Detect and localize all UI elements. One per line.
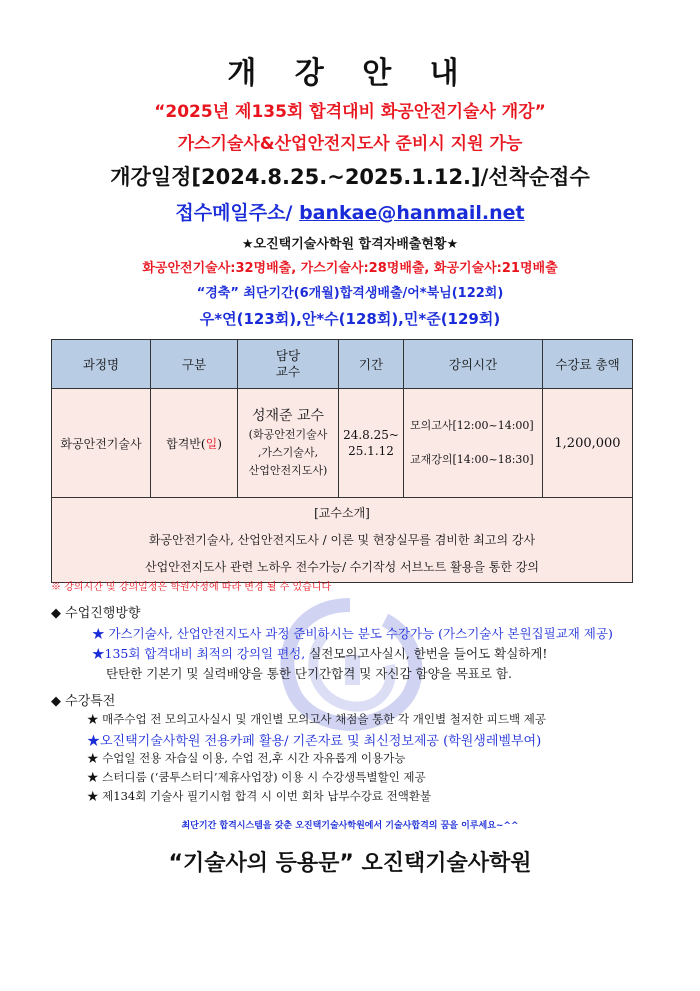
lecture-time-cell <box>404 389 543 498</box>
email-line <box>0 198 700 225</box>
benefit-item-5: ★ 제134회 기술사 필기시험 합격 시 이번 회차 납부수강료 전액환불 <box>87 789 432 803</box>
professor-intro <box>52 498 633 583</box>
table-header-row <box>52 340 633 389</box>
course-type <box>151 389 238 498</box>
support-line: 가스기술사&산업안전지도사 준비시 지원 가능 <box>177 134 523 154</box>
lecture-time-1: 모의고사[12:00~14:00] <box>410 419 534 432</box>
footer-slogan: “기술사의 등용문” 오진택기술사학원 <box>168 851 532 876</box>
section-title-benefits: ◆ 수강특전 <box>51 694 116 709</box>
schedule-line: 개강일정[2024.8.25.~2025.1.12.]/선착순접수 <box>110 165 590 189</box>
benefit-item-1: ★ 매주수업 전 모의고사실시 및 개인별 모의고사 채점을 통한 각 개인별 철저한 피드백 제공 <box>87 712 546 726</box>
direction-item-2a: ★135회 합격대비 최적의 강의일 편성, <box>92 646 306 661</box>
professor-detail-3: 산업안전지도사) <box>248 463 328 477</box>
course-announcement: “2025년 제135회 합격대비 화공안전기술사 개강” <box>154 102 546 122</box>
congrats-line: “경축” 최단기간(6개월)합격생배출/어*북님(122회) <box>196 286 504 301</box>
academy-results-title: ★오진택기술사학원 합격자배출현황★ <box>241 237 459 252</box>
period-start: 24.8.25~ <box>343 428 399 442</box>
page-title: 개 강 안 내 <box>227 56 473 91</box>
fee-cell: 1,200,000 <box>543 389 633 498</box>
header-course: 과정명 <box>52 340 151 389</box>
period-end: 25.1.12 <box>348 444 394 458</box>
professor-cell <box>238 389 339 498</box>
type-prefix: 합격반( <box>166 436 206 451</box>
benefit-item-4: ★ 스터디룸 (‘쿰투스터디’제휴사업장) 이용 시 수강생특별할인 제공 <box>87 770 426 784</box>
header-professor: 담당 교수 <box>238 340 339 389</box>
direction-item-2b: 실전모의고사실시, 한번을 들어도 확실하게! <box>309 646 548 661</box>
header-lecture-time: 강의시간 <box>404 340 543 389</box>
course-table <box>51 339 633 583</box>
type-suffix: ) <box>217 436 222 451</box>
lecture-time-2: 교재강의[14:00~18:30] <box>410 453 534 466</box>
results-counts: 화공안전기술사:32명배출, 가스기술사:28명배출, 화공기술사:21명배출 <box>142 261 558 276</box>
course-name: 화공안전기술사 <box>52 389 151 498</box>
table-row <box>52 389 633 498</box>
intro-line-1: 화공안전기술사, 산업안전지도사 / 이론 및 현장실무를 겸비한 최고의 강사 <box>148 532 536 547</box>
names-line: 우*연(123회),안*수(128회),민*준(129회) <box>199 310 501 328</box>
professor-name: 성재준 교수 <box>251 407 325 424</box>
header-type: 구분 <box>151 340 238 389</box>
period-cell <box>339 389 404 498</box>
section-title-direction: ◆ 수업진행방향 <box>51 606 141 621</box>
intro-header: [교수소개] <box>314 505 370 520</box>
benefit-item-3: ★ 수업일 전용 자습실 이용, 수업 전,후 시간 자유롭게 이용가능 <box>87 751 406 765</box>
email-link[interactable]: bankae@hanmail.net <box>299 202 525 224</box>
email-label: 접수메일주소/ <box>175 202 293 224</box>
header-period: 기간 <box>339 340 404 389</box>
schedule-change-note: ※ 강의시간 및 강의일정은 학원사정에 따라 변경 될 수 있습니다 <box>51 582 332 593</box>
type-day: 일 <box>205 436 218 451</box>
professor-detail-2: ,가스기술사, <box>257 445 319 459</box>
professor-detail-1: (화공안전기술사 <box>248 427 328 441</box>
header-fee: 수강료 총액 <box>543 340 633 389</box>
intro-row <box>52 498 633 583</box>
direction-item-3: 탄탄한 기본기 및 실력배양을 통한 단기간합격 및 자신감 함양을 목표로 함. <box>106 666 512 681</box>
intro-line-2: 산업안전지도사 관련 노하우 전수가능/ 수기작성 서브노트 활용을 통한 강의 <box>145 559 539 574</box>
direction-item-1: ★ 가스기술사, 산업안전지도사 과정 준비하시는 분도 수강가능 (가스기술사 본원집필교재 제공) <box>92 626 613 641</box>
bottom-note: 최단기간 합격시스템을 갖춘 오진택기술사학원에서 기술사합격의 꿈을 이루세요~^^ <box>181 821 519 831</box>
benefit-item-2: ★오진택기술사학원 전용카페 활용/ 기존자료 및 최신정보제공 (학원생레벨부여) <box>87 734 542 749</box>
direction-item-2 <box>92 644 547 662</box>
